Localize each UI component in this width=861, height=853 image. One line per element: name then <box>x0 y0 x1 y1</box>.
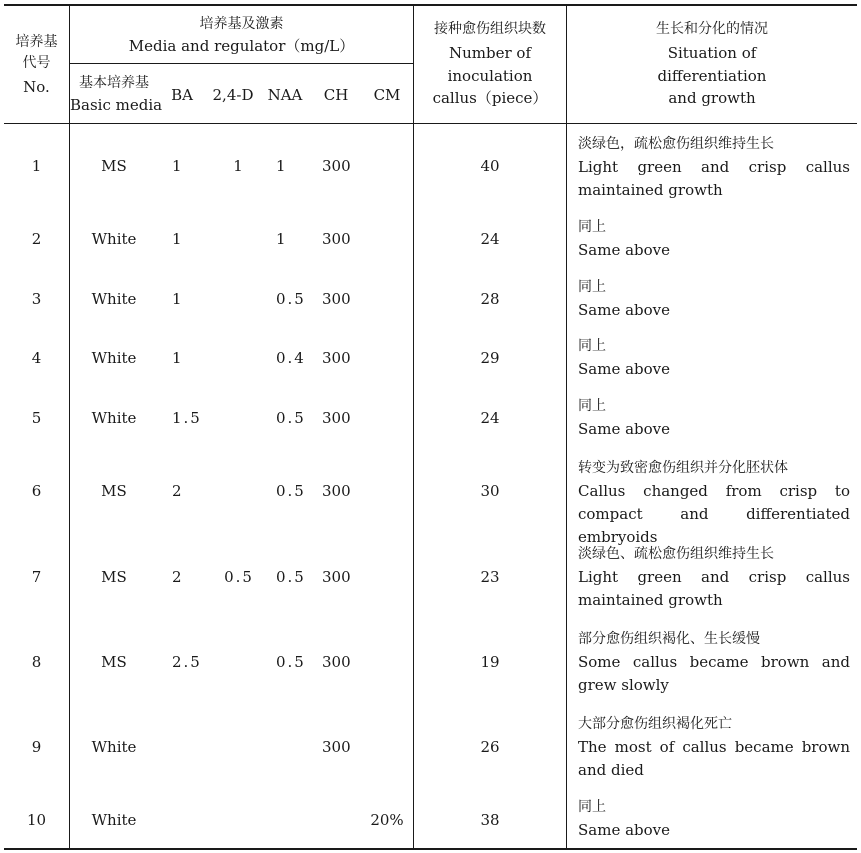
situation-zh: 部分愈伤组织褐化、生长缓慢 <box>578 631 760 647</box>
situation-en: Same above <box>578 360 671 378</box>
cell-ch: 300 <box>322 653 351 671</box>
header-basic-zh: 基本培养基 <box>79 75 149 91</box>
situation-zh: 同上 <box>578 279 606 295</box>
header-rule <box>4 123 857 124</box>
cell-situation <box>578 335 850 381</box>
cell-no: 8 <box>31 653 42 671</box>
cell-media: MS <box>101 568 127 586</box>
cell-ba: 2.5 <box>172 653 202 671</box>
cell-situation <box>578 543 850 612</box>
cell-ch: 300 <box>322 738 351 756</box>
top-rule <box>4 4 857 6</box>
cell-ba: 2 <box>172 482 184 500</box>
situation-en: Callus changed from crisp to compact and differentiated embryoids <box>578 482 850 546</box>
cell-no: 7 <box>31 568 42 586</box>
situation-en: Some callus became brown and grew slowly <box>578 653 850 694</box>
situation-en: Same above <box>578 821 671 839</box>
cell-situation <box>578 276 850 322</box>
header-situation-en1: Situation of <box>667 44 757 62</box>
cell-media: White <box>91 409 137 427</box>
cell-media: MS <box>101 653 127 671</box>
header-ba: BA <box>171 86 193 104</box>
header-no-zh-1: 培养基 <box>15 34 58 50</box>
cell-no: 3 <box>31 290 42 308</box>
header-situation-en3: and growth <box>668 89 756 107</box>
bottom-rule <box>4 848 857 850</box>
cell-no: 5 <box>31 409 42 427</box>
header-cm: CM <box>373 86 401 104</box>
header-num-en2: inoculation <box>447 67 533 85</box>
situation-zh: 同上 <box>578 398 606 414</box>
cell-no: 6 <box>31 482 42 500</box>
cell-24d: 1 <box>233 157 245 175</box>
cell-situation <box>578 713 850 782</box>
cell-naa: 0.4 <box>276 349 306 367</box>
header-ch: CH <box>323 86 349 104</box>
cell-situation <box>578 216 850 262</box>
situation-zh: 大部分愈伤组织褐化死亡 <box>578 716 732 732</box>
cell-media: White <box>91 290 137 308</box>
cell-ch: 300 <box>322 157 351 175</box>
header-situation-en2: differentiation <box>657 67 767 85</box>
cell-no: 2 <box>31 230 42 248</box>
media-sub-rule <box>70 63 413 64</box>
cell-media: White <box>91 811 137 829</box>
situation-zh: 同上 <box>578 338 606 354</box>
col-divider-situation <box>566 6 567 848</box>
header-no-zh-2: 代号 <box>22 55 51 71</box>
cell-24d: 0.5 <box>224 568 254 586</box>
cell-ba: 1 <box>172 157 184 175</box>
cell-ba: 1 <box>172 349 184 367</box>
cell-num: 19 <box>480 653 500 671</box>
header-num-en3: callus（piece） <box>432 89 548 107</box>
header-basic-en: Basic media <box>70 96 163 114</box>
header-num-en1: Number of <box>448 44 531 62</box>
header-24d: 2,4-D <box>212 86 254 104</box>
cell-media: MS <box>101 157 127 175</box>
cell-media: White <box>91 230 137 248</box>
situation-zh: 淡绿色、疏松愈伤组织维持生长 <box>578 546 774 562</box>
cell-ba: 2 <box>172 568 184 586</box>
situation-en: Same above <box>578 241 671 259</box>
cell-situation <box>578 133 850 202</box>
cell-naa: 1 <box>276 157 288 175</box>
cell-media: White <box>91 349 137 367</box>
cell-naa: 0.5 <box>276 653 306 671</box>
cell-no: 9 <box>31 738 42 756</box>
cell-media: MS <box>101 482 127 500</box>
situation-en: Same above <box>578 301 671 319</box>
header-situation-zh: 生长和分化的情况 <box>656 21 768 37</box>
cell-num: 40 <box>480 157 500 175</box>
cell-ch: 300 <box>322 409 351 427</box>
header-no-en: No. <box>23 78 50 96</box>
cell-ch: 300 <box>322 290 351 308</box>
cell-ba: 1 <box>172 290 184 308</box>
cell-ch: 300 <box>322 349 351 367</box>
cell-num: 30 <box>480 482 500 500</box>
cell-num: 28 <box>480 290 500 308</box>
cell-num: 24 <box>480 409 500 427</box>
cell-no: 10 <box>26 811 47 829</box>
cell-naa: 0.5 <box>276 290 306 308</box>
cell-situation <box>578 628 850 697</box>
situation-zh: 同上 <box>578 799 606 815</box>
cell-ba: 1 <box>172 230 184 248</box>
header-num-zh: 接种愈伤组织块数 <box>434 21 546 37</box>
cell-naa: 1 <box>276 230 288 248</box>
cell-situation <box>578 796 850 842</box>
cell-num: 29 <box>480 349 500 367</box>
situation-zh: 淡绿色，疏松愈伤组织维持生长 <box>578 136 774 152</box>
cell-naa: 0.5 <box>276 568 306 586</box>
header-naa: NAA <box>267 86 303 104</box>
cell-situation <box>578 395 850 441</box>
situation-en: Light green and crisp callus maintained growth <box>578 568 850 609</box>
situation-en: The most of callus became brown and died <box>578 738 850 779</box>
situation-zh: 同上 <box>578 219 606 235</box>
situation-en: Light green and crisp callus maintained growth <box>578 158 850 199</box>
cell-situation <box>578 457 850 549</box>
cell-num: 24 <box>480 230 500 248</box>
cell-num: 38 <box>480 811 500 829</box>
cell-ch: 300 <box>322 568 351 586</box>
cell-ch: 300 <box>322 482 351 500</box>
cell-num: 23 <box>480 568 500 586</box>
cell-no: 4 <box>31 349 42 367</box>
situation-en: Same above <box>578 420 671 438</box>
cell-media: White <box>91 738 137 756</box>
cell-cm: 20% <box>370 811 404 829</box>
cell-naa: 0.5 <box>276 482 306 500</box>
header-media-zh: 培养基及激素 <box>199 16 284 32</box>
cell-ba: 1.5 <box>172 409 202 427</box>
header-media-en: Media and regulator（mg/L） <box>128 37 355 55</box>
cell-naa: 0.5 <box>276 409 306 427</box>
cell-ch: 300 <box>322 230 351 248</box>
situation-zh: 转变为致密愈伤组织并分化胚状体 <box>578 460 788 476</box>
cell-no: 1 <box>31 157 42 175</box>
cell-num: 26 <box>480 738 500 756</box>
